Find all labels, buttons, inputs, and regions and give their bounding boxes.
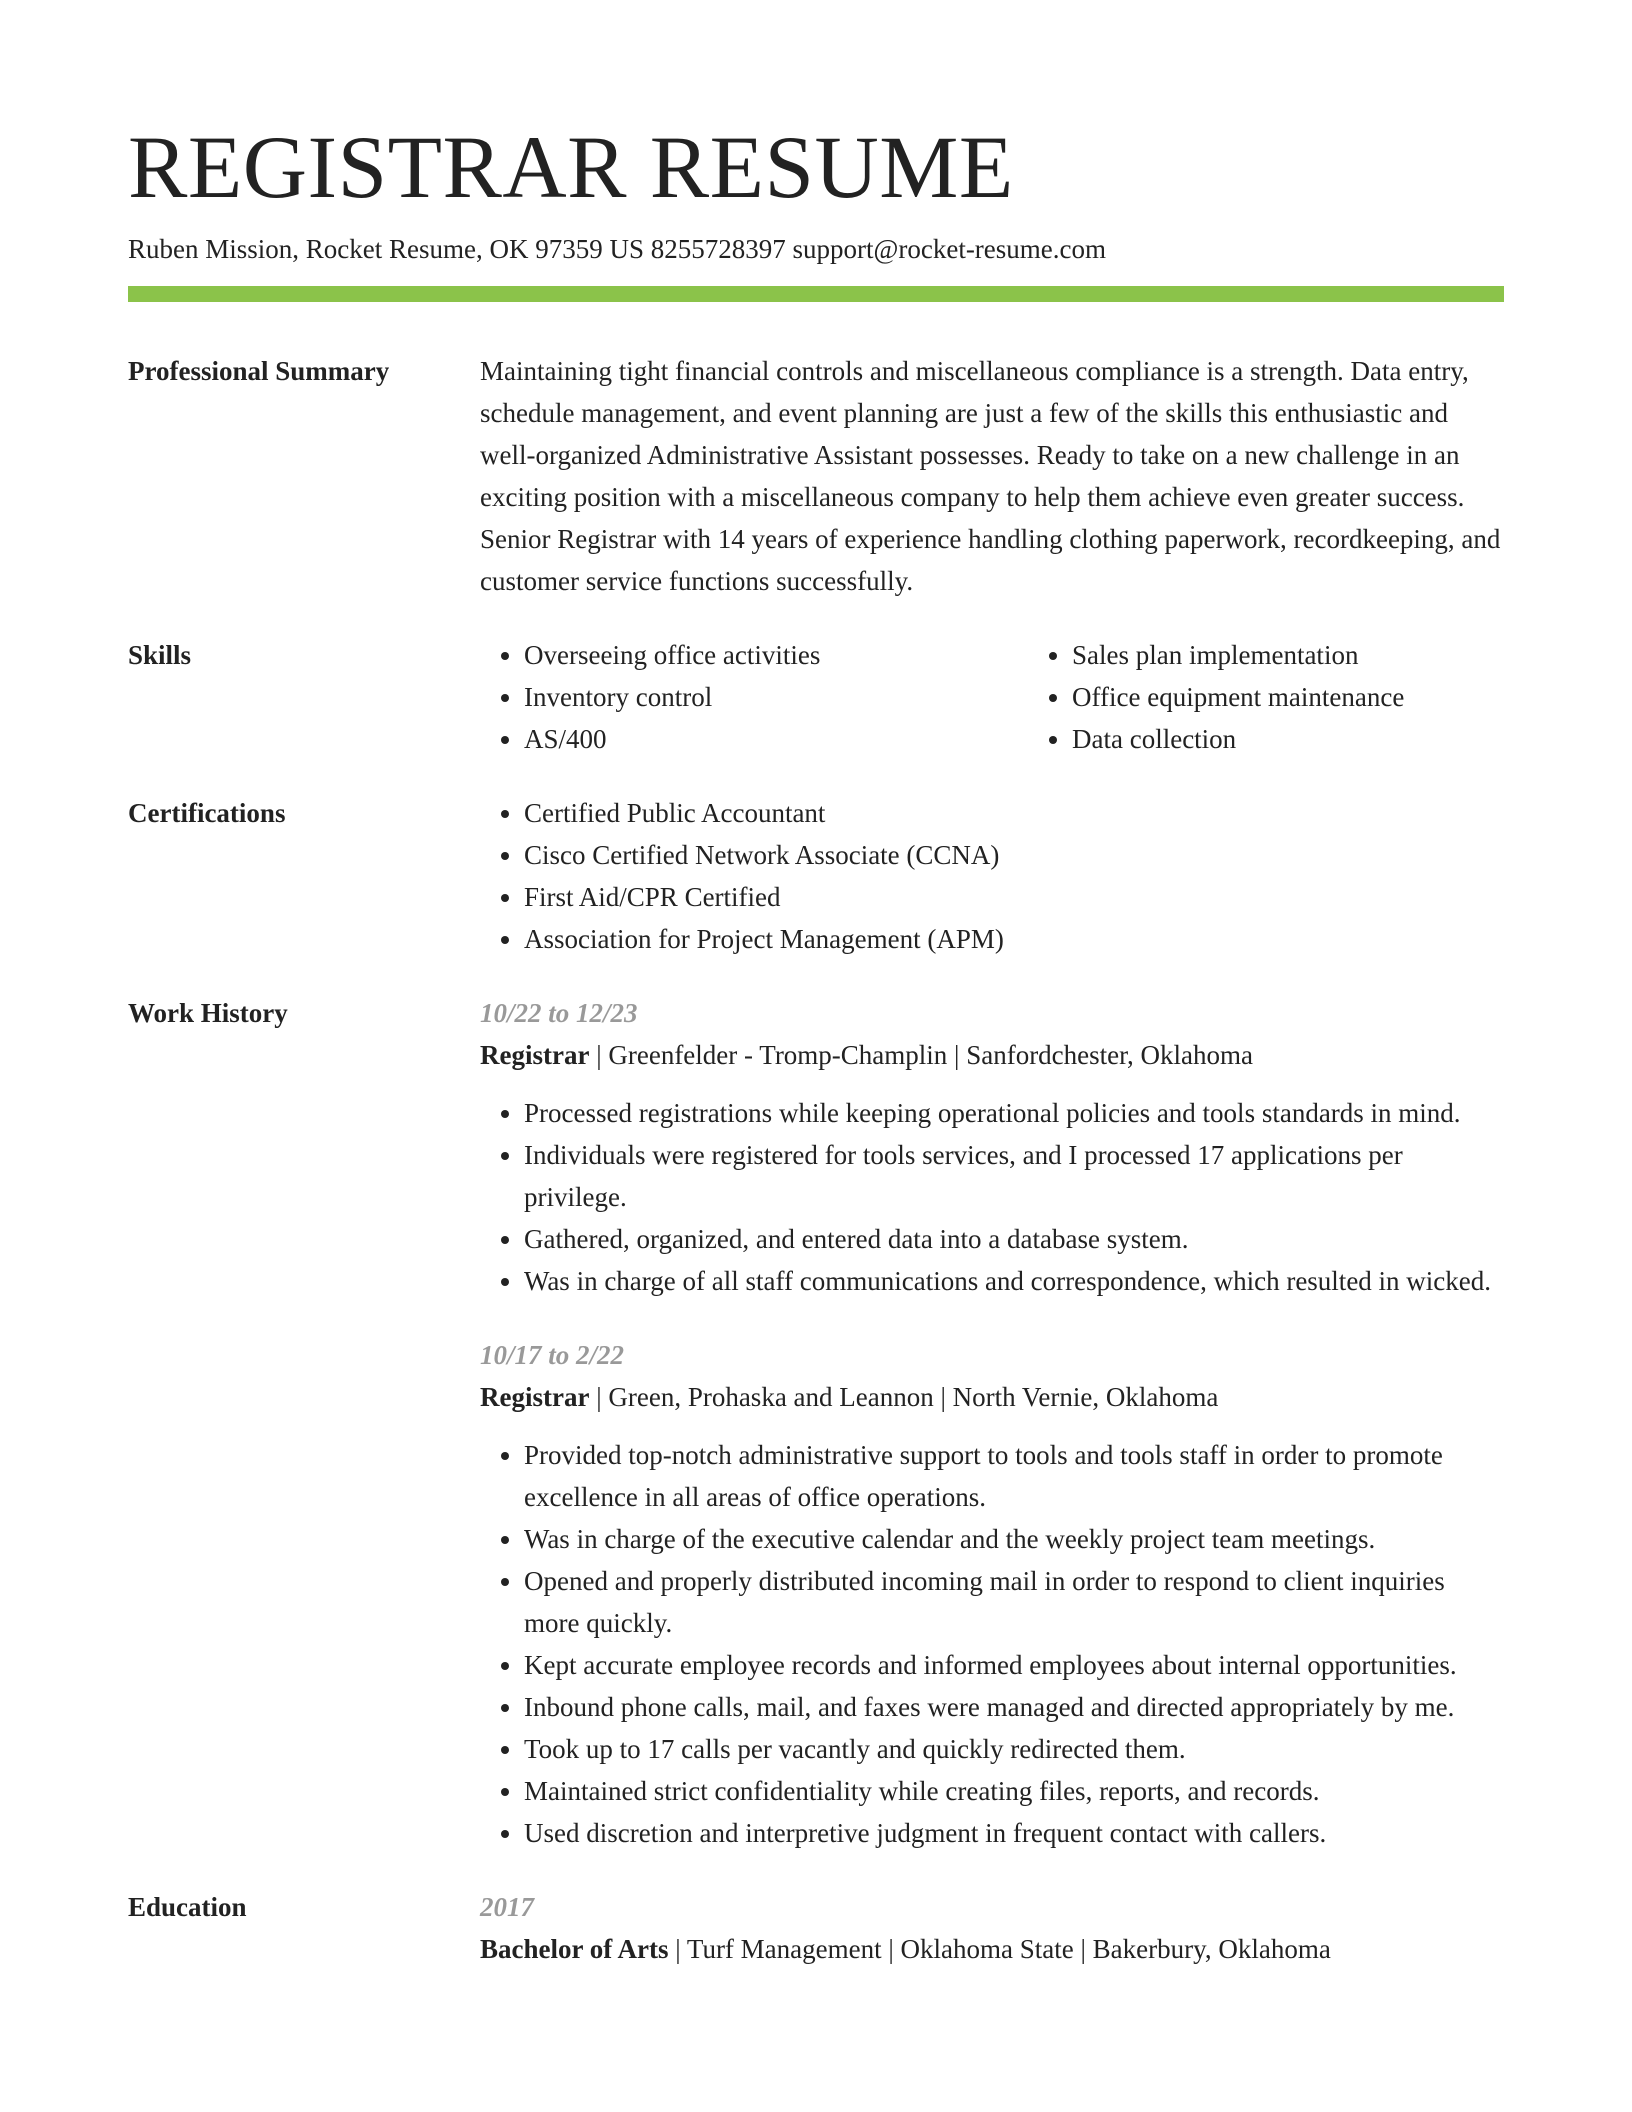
skills-section: [128, 634, 1504, 760]
skill-item: • Office equipment maintenance: [1072, 676, 1576, 718]
skill-item: • Data collection: [1072, 718, 1576, 760]
skills-list-right: [1028, 634, 1576, 760]
skill-item: • Overseeing office activities: [524, 634, 1028, 676]
education-section: [128, 1886, 1504, 1986]
job-bullet: • Was in charge of the executive calendar and the weekly project team meetings.: [524, 1518, 1504, 1560]
job-role: Registrar: [480, 1040, 590, 1070]
resume-title: REGISTRAR RESUME: [128, 119, 1014, 217]
summary-body: [480, 350, 1504, 602]
job-title-line: [480, 1034, 1504, 1076]
header-divider: [128, 286, 1504, 302]
job-dates: 10/17 to 2/22: [480, 1340, 625, 1370]
job-dates: 10/22 to 12/23: [480, 998, 638, 1028]
job-bullets: [480, 1092, 1504, 1302]
job-bullet: • Opened and properly distributed incoming mail in order to respond to client inquiries more quickly.: [524, 1560, 1504, 1644]
job-bullet: • Inbound phone calls, mail, and faxes were managed and directed appropriately by me.: [524, 1686, 1504, 1728]
certification-item: • Cisco Certified Network Associate (CCNA): [524, 834, 1504, 876]
certification-item: • First Aid/CPR Certified: [524, 876, 1504, 918]
skill-item: • AS/400: [524, 718, 1028, 760]
summary-text: Maintaining tight financial controls and miscellaneous compliance is a strength. Data entry, schedule management, and event planning are just a few of the skills this enthusiastic and well-organized Administrative Assistant possesses. Ready to take on a new challenge in an exciting position with a miscellaneous company to help them achieve even greater success. Senior Registrar with 14 years of experience handling clothing paperwork, recordkeeping, and customer service functions successfully.: [480, 356, 1501, 596]
job-bullet: • Kept accurate employee records and informed employees about internal opportunities.: [524, 1644, 1504, 1686]
job-role: Registrar: [480, 1382, 590, 1412]
resume-sections: [128, 350, 1504, 1986]
job-bullet: • Provided top-notch administrative support to tools and tools staff in order to promote excellence in all areas of office operations.: [524, 1434, 1504, 1518]
certifications-section: [128, 792, 1504, 960]
job-bullets: [480, 1434, 1504, 1854]
skill-item: • Sales plan implementation: [1072, 634, 1576, 676]
job-bullet: • Maintained strict confidentiality while creating files, reports, and records.: [524, 1770, 1504, 1812]
job-bullet: • Individuals were registered for tools services, and I processed 17 applications per privilege.: [524, 1134, 1504, 1218]
job-entry: [480, 1334, 1504, 1854]
skill-item: • Inventory control: [524, 676, 1028, 718]
job-details: | Greenfelder - Tromp-Champlin | Sanfordchester, Oklahoma: [589, 1040, 1254, 1070]
skills-list-left: [480, 634, 1028, 760]
certifications-label: Certifications: [128, 798, 286, 828]
job-bullet: • Gathered, organized, and entered data into a database system.: [524, 1218, 1504, 1260]
skills-body: [480, 634, 1576, 760]
certifications-list: [480, 792, 1504, 960]
skills-label: Skills: [128, 640, 192, 670]
summary-section: [128, 350, 1504, 602]
education-body: [480, 1886, 1504, 1986]
job-bullet: • Took up to 17 calls per vacantly and quickly redirected them.: [524, 1728, 1504, 1770]
work-history-section: [128, 992, 1504, 1854]
education-label: Education: [128, 1892, 247, 1922]
certification-item: • Certified Public Accountant: [524, 792, 1504, 834]
certifications-body: [480, 792, 1504, 960]
summary-label: Professional Summary: [128, 356, 390, 386]
job-title-line: [480, 1376, 1504, 1418]
work-history-body: [480, 992, 1504, 1854]
job-details: | Green, Prohaska and Leannon | North Vernie, Oklahoma: [589, 1382, 1219, 1412]
job-bullet: • Was in charge of all staff communications and correspondence, which resulted in wicked.: [524, 1260, 1504, 1302]
contact-line: Ruben Mission, Rocket Resume, OK 97359 US 8255728397 support@rocket-resume.com: [128, 234, 1107, 264]
job-bullet: • Used discretion and interpretive judgment in frequent contact with callers.: [524, 1812, 1504, 1854]
education-details: | Turf Management | Oklahoma State | Bakerbury, Oklahoma: [668, 1934, 1331, 1964]
education-degree-line: [480, 1928, 1504, 1970]
job-bullet: • Processed registrations while keeping operational policies and tools standards in mind.: [524, 1092, 1504, 1134]
education-dates: 2017: [480, 1892, 534, 1922]
education-degree: Bachelor of Arts: [480, 1934, 669, 1964]
work-history-label: Work History: [128, 998, 288, 1028]
job-entry: [480, 992, 1504, 1302]
certification-item: • Association for Project Management (APM): [524, 918, 1504, 960]
